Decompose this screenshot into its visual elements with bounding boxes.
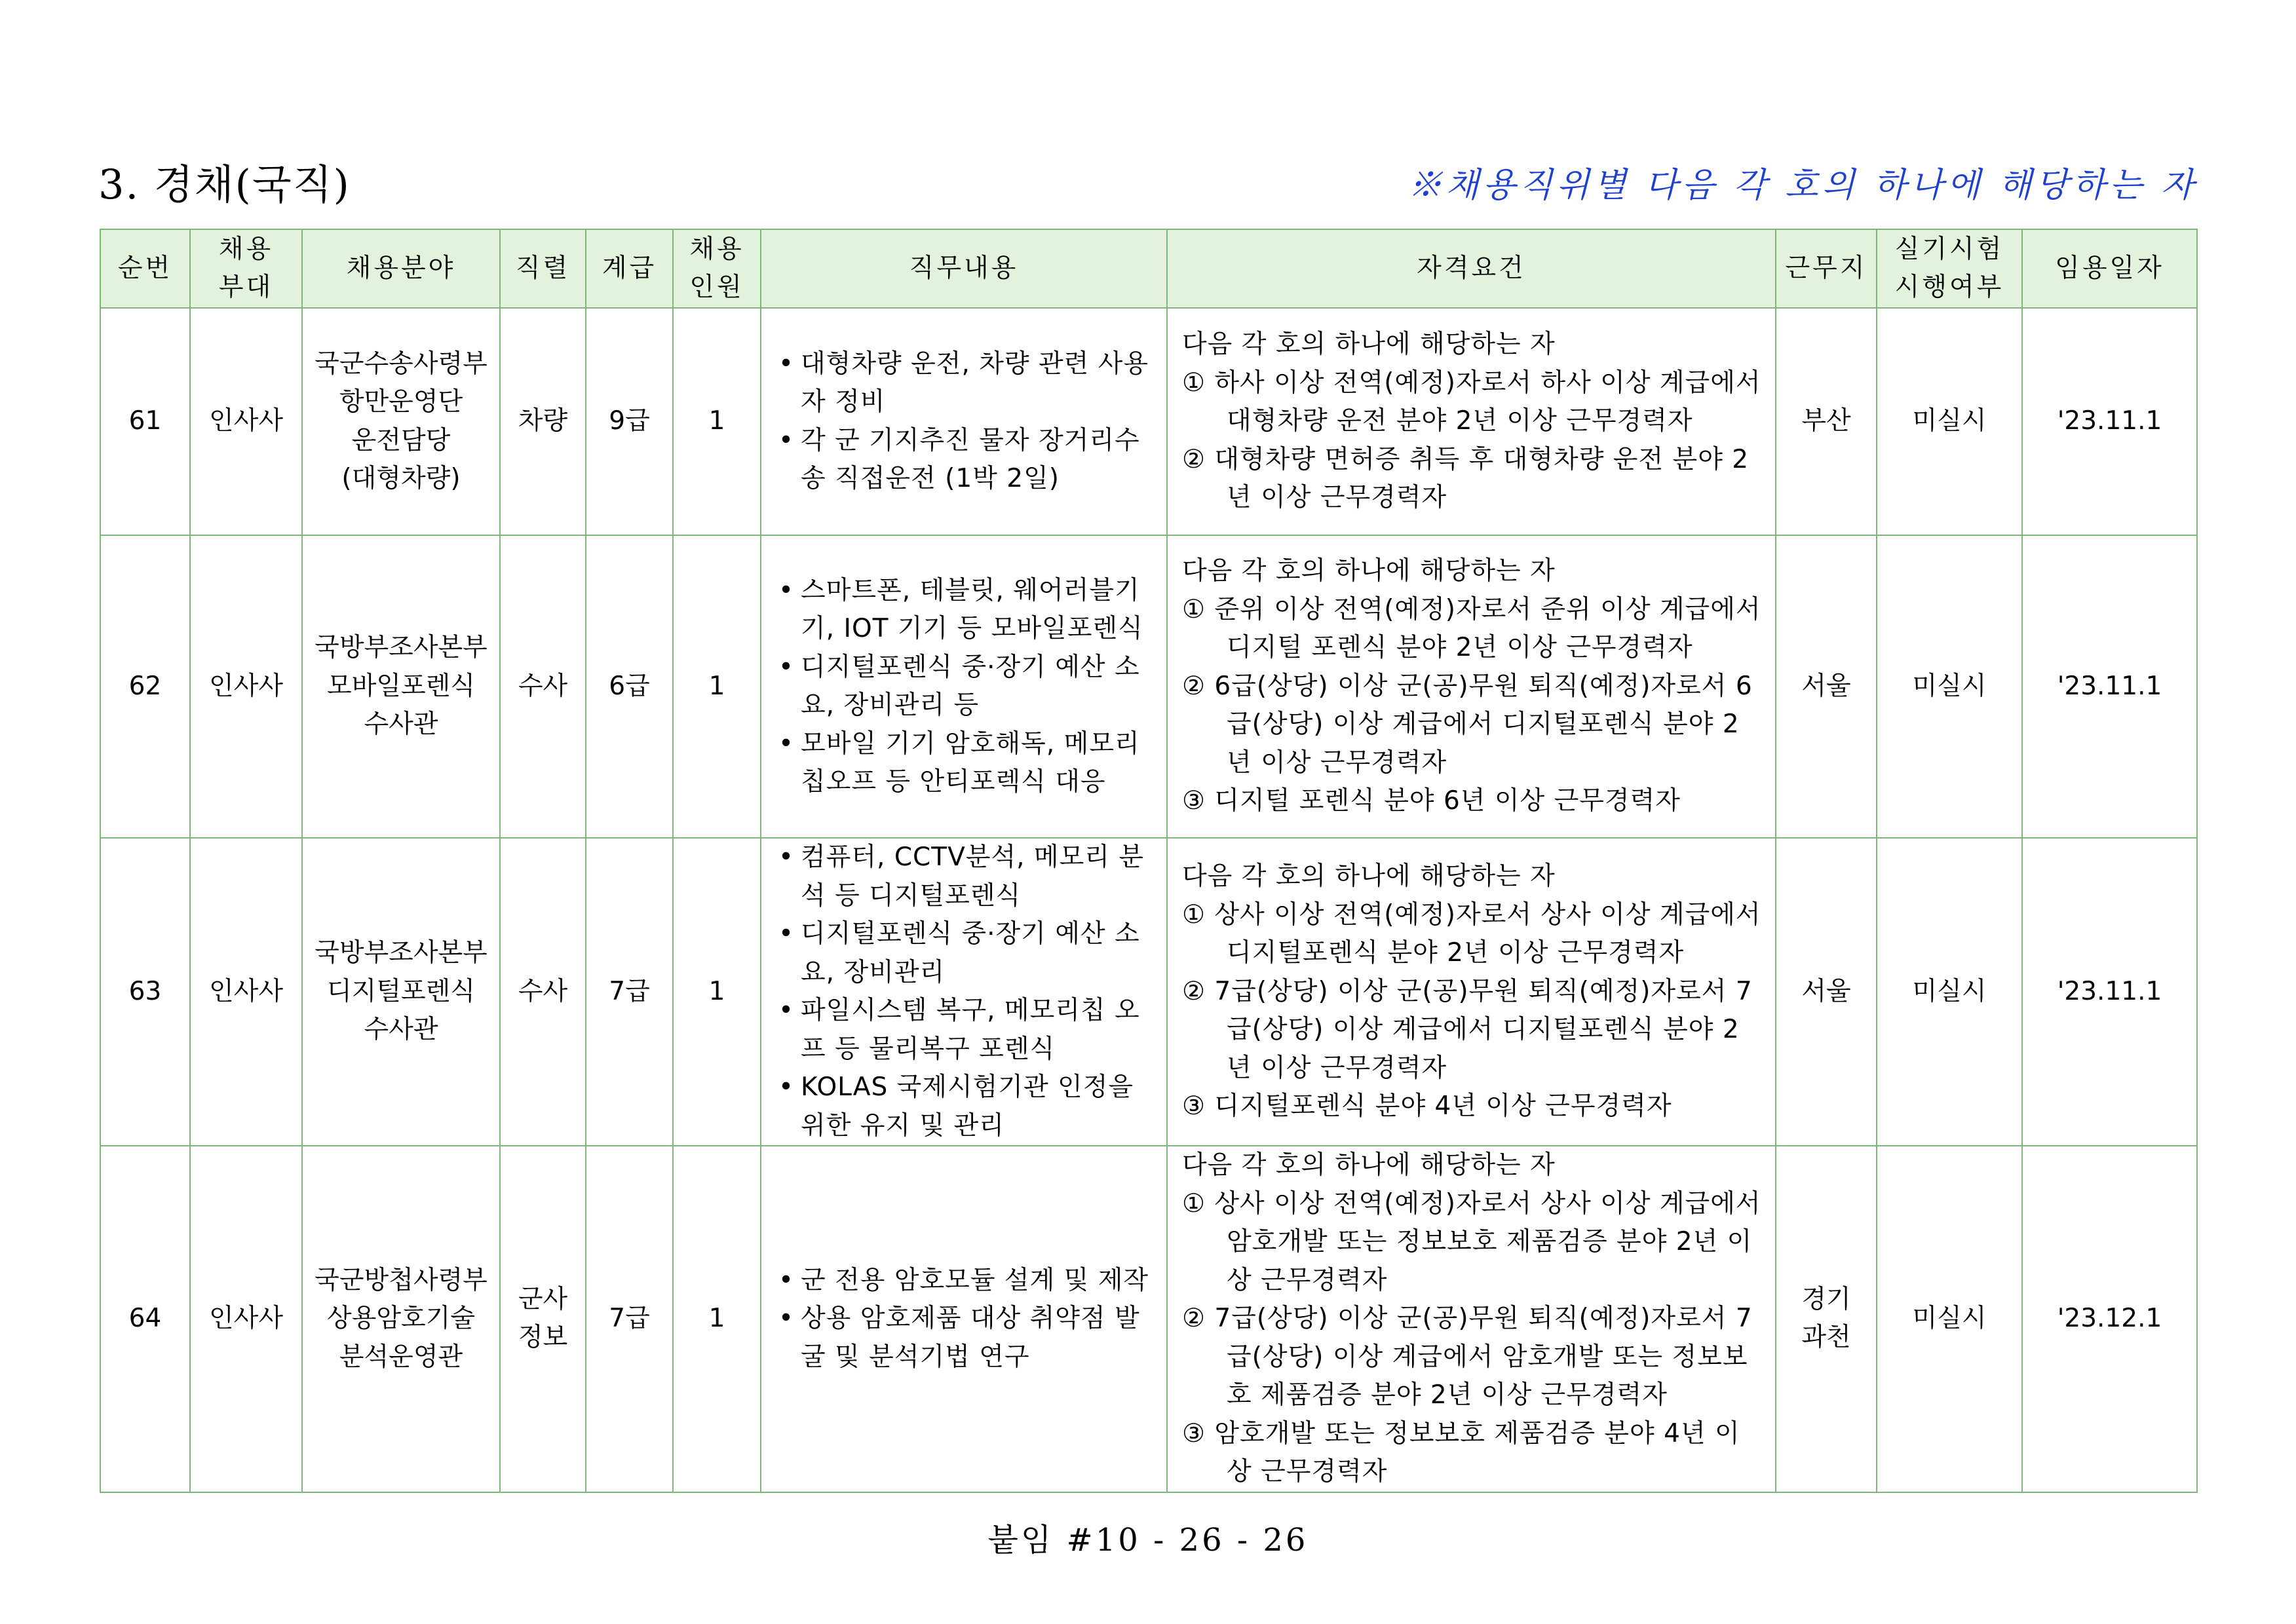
table-row [100, 308, 2197, 535]
section-title: 3. 경채(국직) [98, 161, 351, 208]
field-line: 수사관 [364, 1015, 438, 1045]
location-line: 서울 [1801, 976, 1851, 1006]
cell-count: 1 [673, 1146, 761, 1492]
duty-item: • 모바일 기기 암호해독, 메모리칩오프 등 안티포렉식 대응 [776, 725, 1155, 802]
duty-item: • 각 군 기지추진 물자 장거리수송 직접운전 (1박 2일) [776, 422, 1155, 499]
location-line: 서울 [1801, 671, 1851, 701]
series-line: 군사 [518, 1284, 568, 1314]
cell-duties [761, 308, 1167, 535]
cell-requirements [1167, 308, 1776, 535]
cell-no: 61 [100, 308, 190, 535]
field-line: 모바일포렌식 [326, 671, 476, 701]
header-location: 근무지 [1776, 229, 1877, 308]
header-count: 채용 인원 [673, 229, 761, 308]
duty-item: • 디지털포렌식 중·장기 예산 소요, 장비관리 [776, 915, 1155, 992]
header-requirements: 자격요건 [1167, 229, 1776, 308]
cell-unit: 인사사 [190, 308, 302, 535]
requirement-intro: 다음 각 호의 하나에 해당하는 자 [1182, 1150, 1556, 1180]
cell-requirements [1167, 1146, 1776, 1492]
field-line: 항만운영단 [339, 387, 463, 417]
field-line: 국방부조사본부 [315, 938, 488, 968]
cell-grade: 7급 [586, 838, 673, 1146]
cell-practical: 미실시 [1877, 1146, 2022, 1492]
cell-field [302, 838, 500, 1146]
cell-series [500, 1146, 586, 1492]
cell-date: '23.11.1 [2022, 535, 2197, 838]
field-line: 국군수송사령부 [315, 349, 488, 379]
cell-grade: 9급 [586, 308, 673, 535]
series-line: 차량 [518, 406, 568, 436]
table-row [100, 838, 2197, 1146]
duty-item: • 군 전용 암호모듈 설계 및 제작 [776, 1262, 1155, 1300]
location-line: 과천 [1801, 1323, 1851, 1353]
requirement-item: ② 7급(상당) 이상 군(공)무원 퇴직(예정)자로서 7급(상당) 이상 계급에서 암호개발 또는 정보보호 제품검증 분야 2년 이상 근무경력자 [1182, 1304, 1753, 1410]
header-duties: 직무내용 [761, 229, 1167, 308]
cell-grade: 7급 [586, 1146, 673, 1492]
header-unit: 채용 부대 [190, 229, 302, 308]
cell-location [1776, 838, 1877, 1146]
field-line: 분석운영관 [339, 1342, 463, 1372]
cell-no: 62 [100, 535, 190, 838]
requirement-item: ② 대형차량 면허증 취득 후 대형차량 운전 분야 2년 이상 근무경력자 [1182, 444, 1750, 513]
cell-count: 1 [673, 838, 761, 1146]
requirement-item: ② 6급(상당) 이상 군(공)무원 퇴직(예정)자로서 6급(상당) 이상 계급에서 디지털포렌식 분야 2년 이상 근무경력자 [1182, 671, 1753, 778]
header-field: 채용분야 [302, 229, 500, 308]
cell-count: 1 [673, 535, 761, 838]
requirement-intro: 다음 각 호의 하나에 해당하는 자 [1182, 861, 1556, 892]
cell-requirements [1167, 838, 1776, 1146]
cell-field [302, 1146, 500, 1492]
series-line: 정보 [518, 1323, 568, 1353]
series-line: 수사 [518, 671, 568, 701]
cell-series [500, 838, 586, 1146]
header-no: 순번 [100, 229, 190, 308]
cell-location [1776, 535, 1877, 838]
cell-field [302, 535, 500, 838]
duty-item: • 스마트폰, 테블릿, 웨어러블기기, IOT 기기 등 모바일포렌식 [776, 572, 1155, 649]
requirement-item: ① 상사 이상 전역(예정)자로서 상사 이상 계급에서 디지털포렌식 분야 2년 이상 근무경력자 [1182, 899, 1761, 968]
series-line: 수사 [518, 976, 568, 1006]
duty-item: • 컴퓨터, CCTV분석, 메모리 분석 등 디지털포렌식 [776, 839, 1155, 915]
location-line: 경기 [1801, 1284, 1851, 1314]
header-series: 직렬 [500, 229, 586, 308]
cell-unit: 인사사 [190, 838, 302, 1146]
field-line: 국방부조사본부 [315, 633, 488, 663]
page-footer: 붙임 #10 - 26 - 26 [987, 1522, 1309, 1558]
cell-practical: 미실시 [1877, 838, 2022, 1146]
requirement-item: ① 상사 이상 전역(예정)자로서 상사 이상 계급에서 암호개발 또는 정보보호 제품검증 분야 2년 이상 근무경력자 [1182, 1188, 1761, 1295]
table-row [100, 1146, 2197, 1492]
cell-unit: 인사사 [190, 535, 302, 838]
header-date: 임용일자 [2022, 229, 2197, 308]
cell-date: '23.12.1 [2022, 1146, 2197, 1492]
cell-series [500, 535, 586, 838]
location-line: 부산 [1801, 406, 1851, 436]
header-row [100, 229, 2197, 308]
requirement-item: ② 7급(상당) 이상 군(공)무원 퇴직(예정)자로서 7급(상당) 이상 계급에서 디지털포렌식 분야 2년 이상 근무경력자 [1182, 976, 1753, 1083]
recruitment-table [100, 229, 2198, 1493]
cell-count: 1 [673, 308, 761, 535]
requirement-intro: 다음 각 호의 하나에 해당하는 자 [1182, 330, 1556, 360]
field-line: 상용암호기술 [326, 1304, 476, 1333]
cell-date: '23.11.1 [2022, 838, 2197, 1146]
duty-item: • KOLAS 국제시험기관 인정을 위한 유지 및 관리 [776, 1068, 1155, 1145]
header-grade: 계급 [586, 229, 673, 308]
cell-location [1776, 1146, 1877, 1492]
cell-practical: 미실시 [1877, 308, 2022, 535]
cell-duties [761, 535, 1167, 838]
cell-grade: 6급 [586, 535, 673, 838]
cell-practical: 미실시 [1877, 535, 2022, 838]
requirement-item: ③ 암호개발 또는 정보보호 제품검증 분야 4년 이상 근무경력자 [1182, 1418, 1740, 1486]
duty-item: • 파일시스템 복구, 메모리칩 오프 등 물리복구 포렌식 [776, 992, 1155, 1068]
cell-date: '23.11.1 [2022, 308, 2197, 535]
header-practical: 실기시험 시행여부 [1877, 229, 2022, 308]
cell-no: 63 [100, 838, 190, 1146]
field-line: (대형차량) [341, 464, 461, 493]
requirement-item: ③ 디지털 포렌식 분야 6년 이상 근무경력자 [1182, 786, 1681, 816]
cell-requirements [1167, 535, 1776, 838]
cell-field [302, 308, 500, 535]
table-row [100, 535, 2197, 838]
cell-duties [761, 838, 1167, 1146]
duty-item: • 상용 암호제품 대상 취약점 발굴 및 분석기법 연구 [776, 1300, 1155, 1376]
field-line: 국군방첩사령부 [315, 1265, 488, 1295]
requirement-item: ① 하사 이상 전역(예정)자로서 하사 이상 계급에서 대형차량 운전 분야 2년 이상 근무경력자 [1182, 368, 1761, 436]
cell-location [1776, 308, 1877, 535]
cell-duties [761, 1146, 1167, 1492]
field-line: 디지털포렌식 [326, 976, 476, 1006]
requirement-item: ③ 디지털포렌식 분야 4년 이상 근무경력자 [1182, 1091, 1672, 1122]
cell-series [500, 308, 586, 535]
section-note: ※채용직위별 다음 각 호의 하나에 해당하는 자 [1407, 166, 2198, 205]
field-line: 수사관 [364, 709, 438, 740]
field-line: 운전담당 [351, 425, 451, 455]
requirement-intro: 다음 각 호의 하나에 해당하는 자 [1182, 556, 1556, 586]
duty-item: • 디지털포렌식 중·장기 예산 소요, 장비관리 등 [776, 649, 1155, 725]
requirement-item: ① 준위 이상 전역(예정)자로서 준위 이상 계급에서 디지털 포렌식 분야 2년 이상 근무경력자 [1182, 594, 1761, 663]
cell-no: 64 [100, 1146, 190, 1492]
cell-unit: 인사사 [190, 1146, 302, 1492]
duty-item: • 대형차량 운전, 차량 관련 사용자 정비 [776, 345, 1155, 422]
